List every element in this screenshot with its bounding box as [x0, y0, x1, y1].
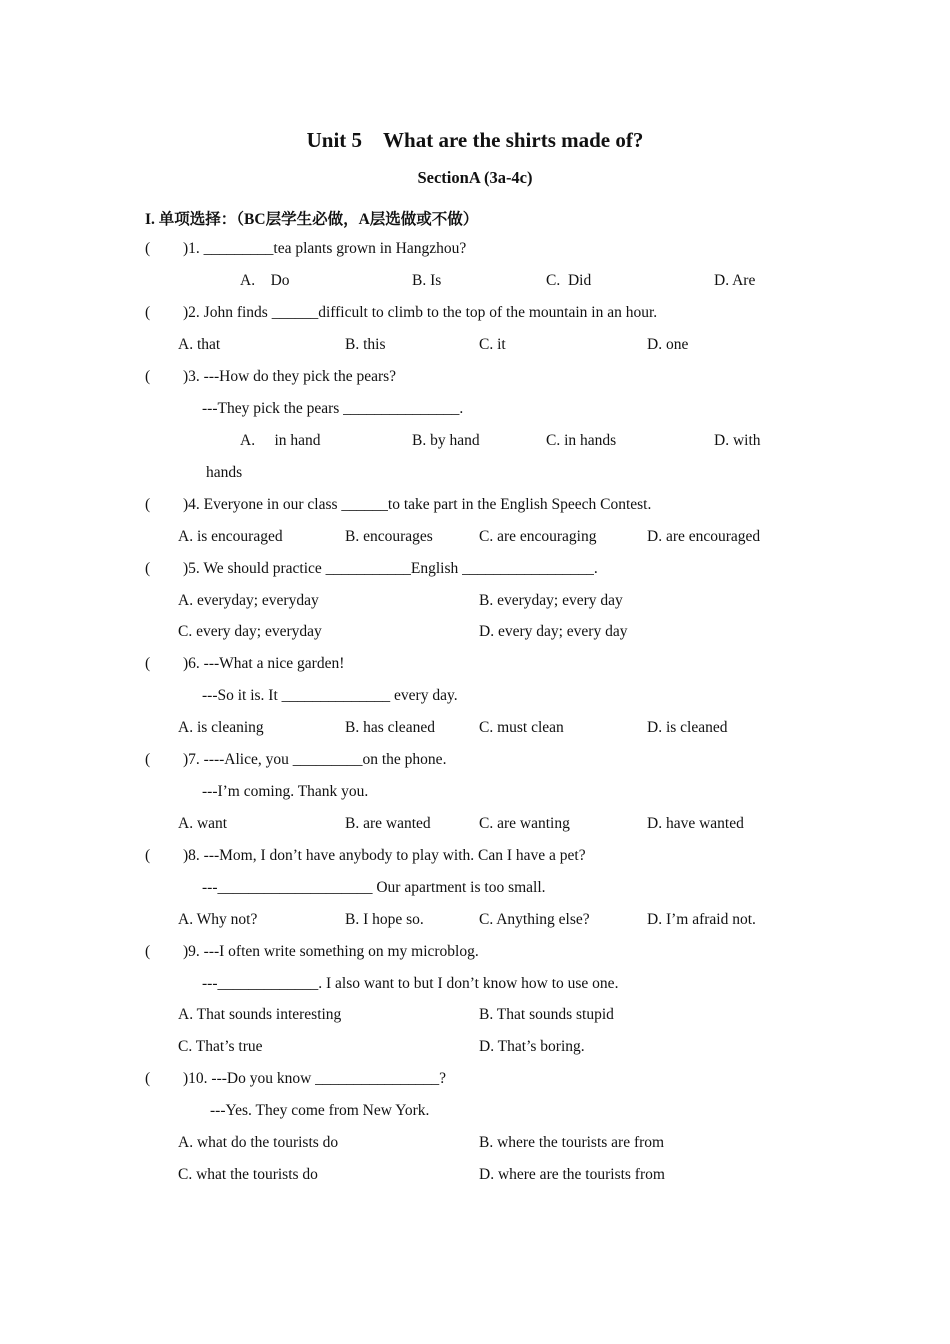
question-stem: )5. We should practice ___________English _________________.	[183, 560, 598, 577]
option-a: A. Do	[240, 272, 290, 289]
option-a: A. that	[178, 336, 221, 353]
option-c: C. are wanting	[479, 815, 570, 832]
question-reply: ---So it is. It ______________ every day.	[202, 687, 458, 704]
answer-bracket: (	[145, 560, 151, 577]
option-b: B. has cleaned	[345, 719, 435, 736]
question-reply: ---They pick the pears _______________.	[202, 400, 464, 417]
option-d: D. Are	[714, 272, 756, 289]
option-d: D. one	[647, 336, 689, 353]
question-stem: )4. Everyone in our class ______to take part in the English Speech Contest.	[183, 496, 652, 513]
question-stem: )10. ---Do you know ________________?	[183, 1070, 447, 1087]
answer-bracket: (	[145, 304, 151, 321]
option-b: B. Is	[412, 272, 442, 289]
option-b: B. I hope so.	[345, 911, 424, 928]
answer-bracket: (	[145, 655, 151, 672]
question-stem: )6. ---What a nice garden!	[183, 655, 345, 672]
option-d: D. That’s boring.	[479, 1038, 585, 1055]
question-reply: ---____________________ Our apartment is too small.	[202, 879, 546, 896]
option-b: B. where the tourists are from	[479, 1134, 665, 1151]
question-stem: )8. ---Mom, I don’t have anybody to play with. Can I have a pet?	[183, 847, 586, 864]
option-d: D. where are the tourists from	[479, 1166, 665, 1183]
option-a: A. is encouraged	[178, 528, 283, 545]
answer-bracket: (	[145, 751, 151, 768]
option-d: D. with	[714, 432, 761, 449]
option-d: D. every day; every day	[479, 623, 628, 640]
question-stem: )7. ----Alice, you _________on the phone.	[183, 751, 447, 768]
option-a: A. That sounds interesting	[178, 1006, 342, 1023]
option-d: D. are encouraged	[647, 528, 761, 545]
option-b: B. That sounds stupid	[479, 1006, 614, 1023]
option-c: C. what the tourists do	[178, 1166, 318, 1183]
option-a: A. what do the tourists do	[178, 1134, 339, 1151]
question-reply: ---Yes. They come from New York.	[210, 1102, 430, 1119]
section-heading: I. 单项选择：（BC层学生必做，A层选做或不做）	[145, 211, 479, 228]
option-c: C. Anything else?	[479, 911, 590, 928]
question-reply: ---I’m coming. Thank you.	[202, 783, 369, 800]
option-a: A. want	[178, 815, 228, 832]
option-a: A. Why not?	[178, 911, 258, 928]
option-b: B. are wanted	[345, 815, 431, 832]
option-b: B. encourages	[345, 528, 433, 545]
option-c: C. are encouraging	[479, 528, 597, 545]
page-title: Unit 5 What are the shirts made of?	[306, 128, 644, 152]
option-b: B. everyday; every day	[479, 592, 623, 609]
answer-bracket: (	[145, 496, 151, 513]
option-c: C. every day; everyday	[178, 623, 322, 640]
option-c: C. Did	[546, 272, 592, 289]
option-b: B. this	[345, 336, 386, 353]
question-stem: )2. John finds ______difficult to climb to the top of the mountain in an hour.	[183, 304, 658, 321]
option-b: B. by hand	[412, 432, 480, 449]
option-a: A. in hand	[240, 432, 321, 449]
option-c: C. That’s true	[178, 1038, 263, 1055]
option-d-wrap: hands	[206, 464, 243, 481]
option-c: C. in hands	[546, 432, 617, 449]
option-c: C. it	[479, 336, 506, 353]
option-c: C. must clean	[479, 719, 564, 736]
option-a: A. everyday; everyday	[178, 592, 319, 609]
answer-bracket: (	[145, 368, 151, 385]
question-reply: ---_____________. I also want to but I don’t know how to use one.	[202, 975, 619, 992]
answer-bracket: (	[145, 1070, 151, 1087]
option-d: D. have wanted	[647, 815, 744, 832]
question-stem: )3. ---How do they pick the pears?	[183, 368, 397, 385]
answer-bracket: (	[145, 943, 151, 960]
option-d: D. is cleaned	[647, 719, 728, 736]
option-d: D. I’m afraid not.	[647, 911, 756, 928]
answer-bracket: (	[145, 240, 151, 257]
question-stem: )1. _________tea plants grown in Hangzhou?	[183, 240, 467, 257]
question-stem: )9. ---I often write something on my microblog.	[183, 943, 479, 960]
option-a: A. is cleaning	[178, 719, 264, 736]
answer-bracket: (	[145, 847, 151, 864]
page-subtitle: SectionA (3a-4c)	[417, 168, 533, 187]
